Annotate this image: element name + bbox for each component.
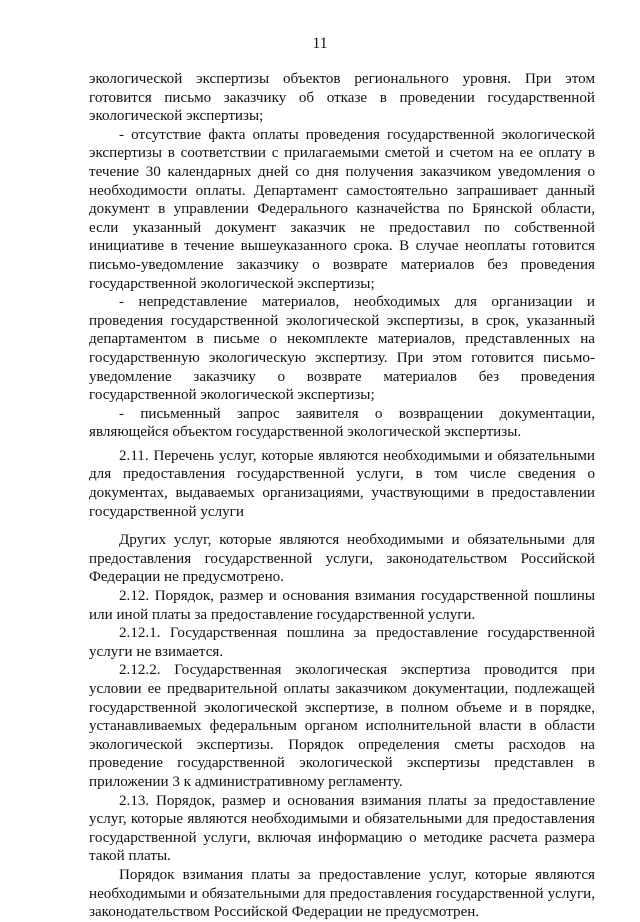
paragraph-section-2-13: 2.13. Порядок, размер и основания взимания платы за предоставление услуг, которые являются необходимыми и обязательными для предоставления государственной услуги, включая информацию о методике расчета размера такой платы. xyxy=(89,792,595,865)
paragraph-section-2-12: 2.12. Порядок, размер и основания взимания государственной пошлины или иной платы за предоставление государственной услуги. xyxy=(89,588,595,623)
paragraph-section-2-12-1: 2.12.1. Государственная пошлина за предоставление государственной услуги не взимается. xyxy=(89,625,595,660)
paragraph-other-services: Других услуг, которые являются необходимыми и обязательными для предоставления государственной услуги, законодательством Российской Федерации не предусмотрено. xyxy=(89,532,595,586)
paragraph-payment-procedure: Порядок взимания платы за предоставление услуг, которые являются необходимыми и обязательными для предоставления государственной услуги, законодательством Российской Федерации не предусмотрен. xyxy=(89,866,595,921)
document-body xyxy=(89,70,595,922)
paragraph-section-2-11: 2.11. Перечень услуг, которые являются необходимыми и обязательными для предоставления государственной услуги, в том числе сведения о документах, выдаваемых организациями, участвующими в предоставлении государственной услуги xyxy=(89,447,595,520)
paragraph-refusal-written-request: - письменный запрос заявителя о возвращении документации, являющейся объектом государственной экологической экспертизы. xyxy=(89,405,595,441)
paragraph-refusal-non-payment: - отсутствие факта оплаты проведения государственной экологической экспертизы в соответствии с прилагаемыми сметой и счетом на ее оплату в течение 30 календарных дней со дня получения заказчиком уведомления о необходимости оплаты. Департамент самостоятельно запрашивает данный документ в управлении Федерального казначейства по Брянской области, если указанный документ заказчик не предоставил по собственной инициативе в течение вышеуказанного срока. В случае неоплаты готовится письмо-уведомление заказчику о возврате материалов без проведения государственной экологической экспертизы; xyxy=(89,126,595,292)
page-number: 11 xyxy=(312,35,328,52)
paragraph-refusal-missing-materials: - непредставление материалов, необходимых для организации и проведения государственной экологической экспертизы, в срок, указанный департаментом в письме о некомплекте материалов, представленных на государственную экологическую экспертизу. При этом готовится письмо-уведомление заказчику о возврате материалов без проведения государственной экологической экспертизы; xyxy=(89,294,595,404)
paragraph-continuation: экологической экспертизы объектов регионального уровня. При этом готовится письмо заказчику об отказе в проведении государственной экологической экспертизы; xyxy=(89,71,595,125)
paragraph-section-2-12-2: 2.12.2. Государственная экологическая экспертиза проводится при условии ее предварительной оплаты заказчиком документации, подлежащей государственной экологической экспертизе, в полном объеме и в порядке, устанавливаемых федеральным органом исполнительной власти в области экологической экспертизы. Порядок определения сметы расходов на проведение государственной экологической экспертизы представлен в приложении 3 к административному регламенту. xyxy=(89,662,595,790)
